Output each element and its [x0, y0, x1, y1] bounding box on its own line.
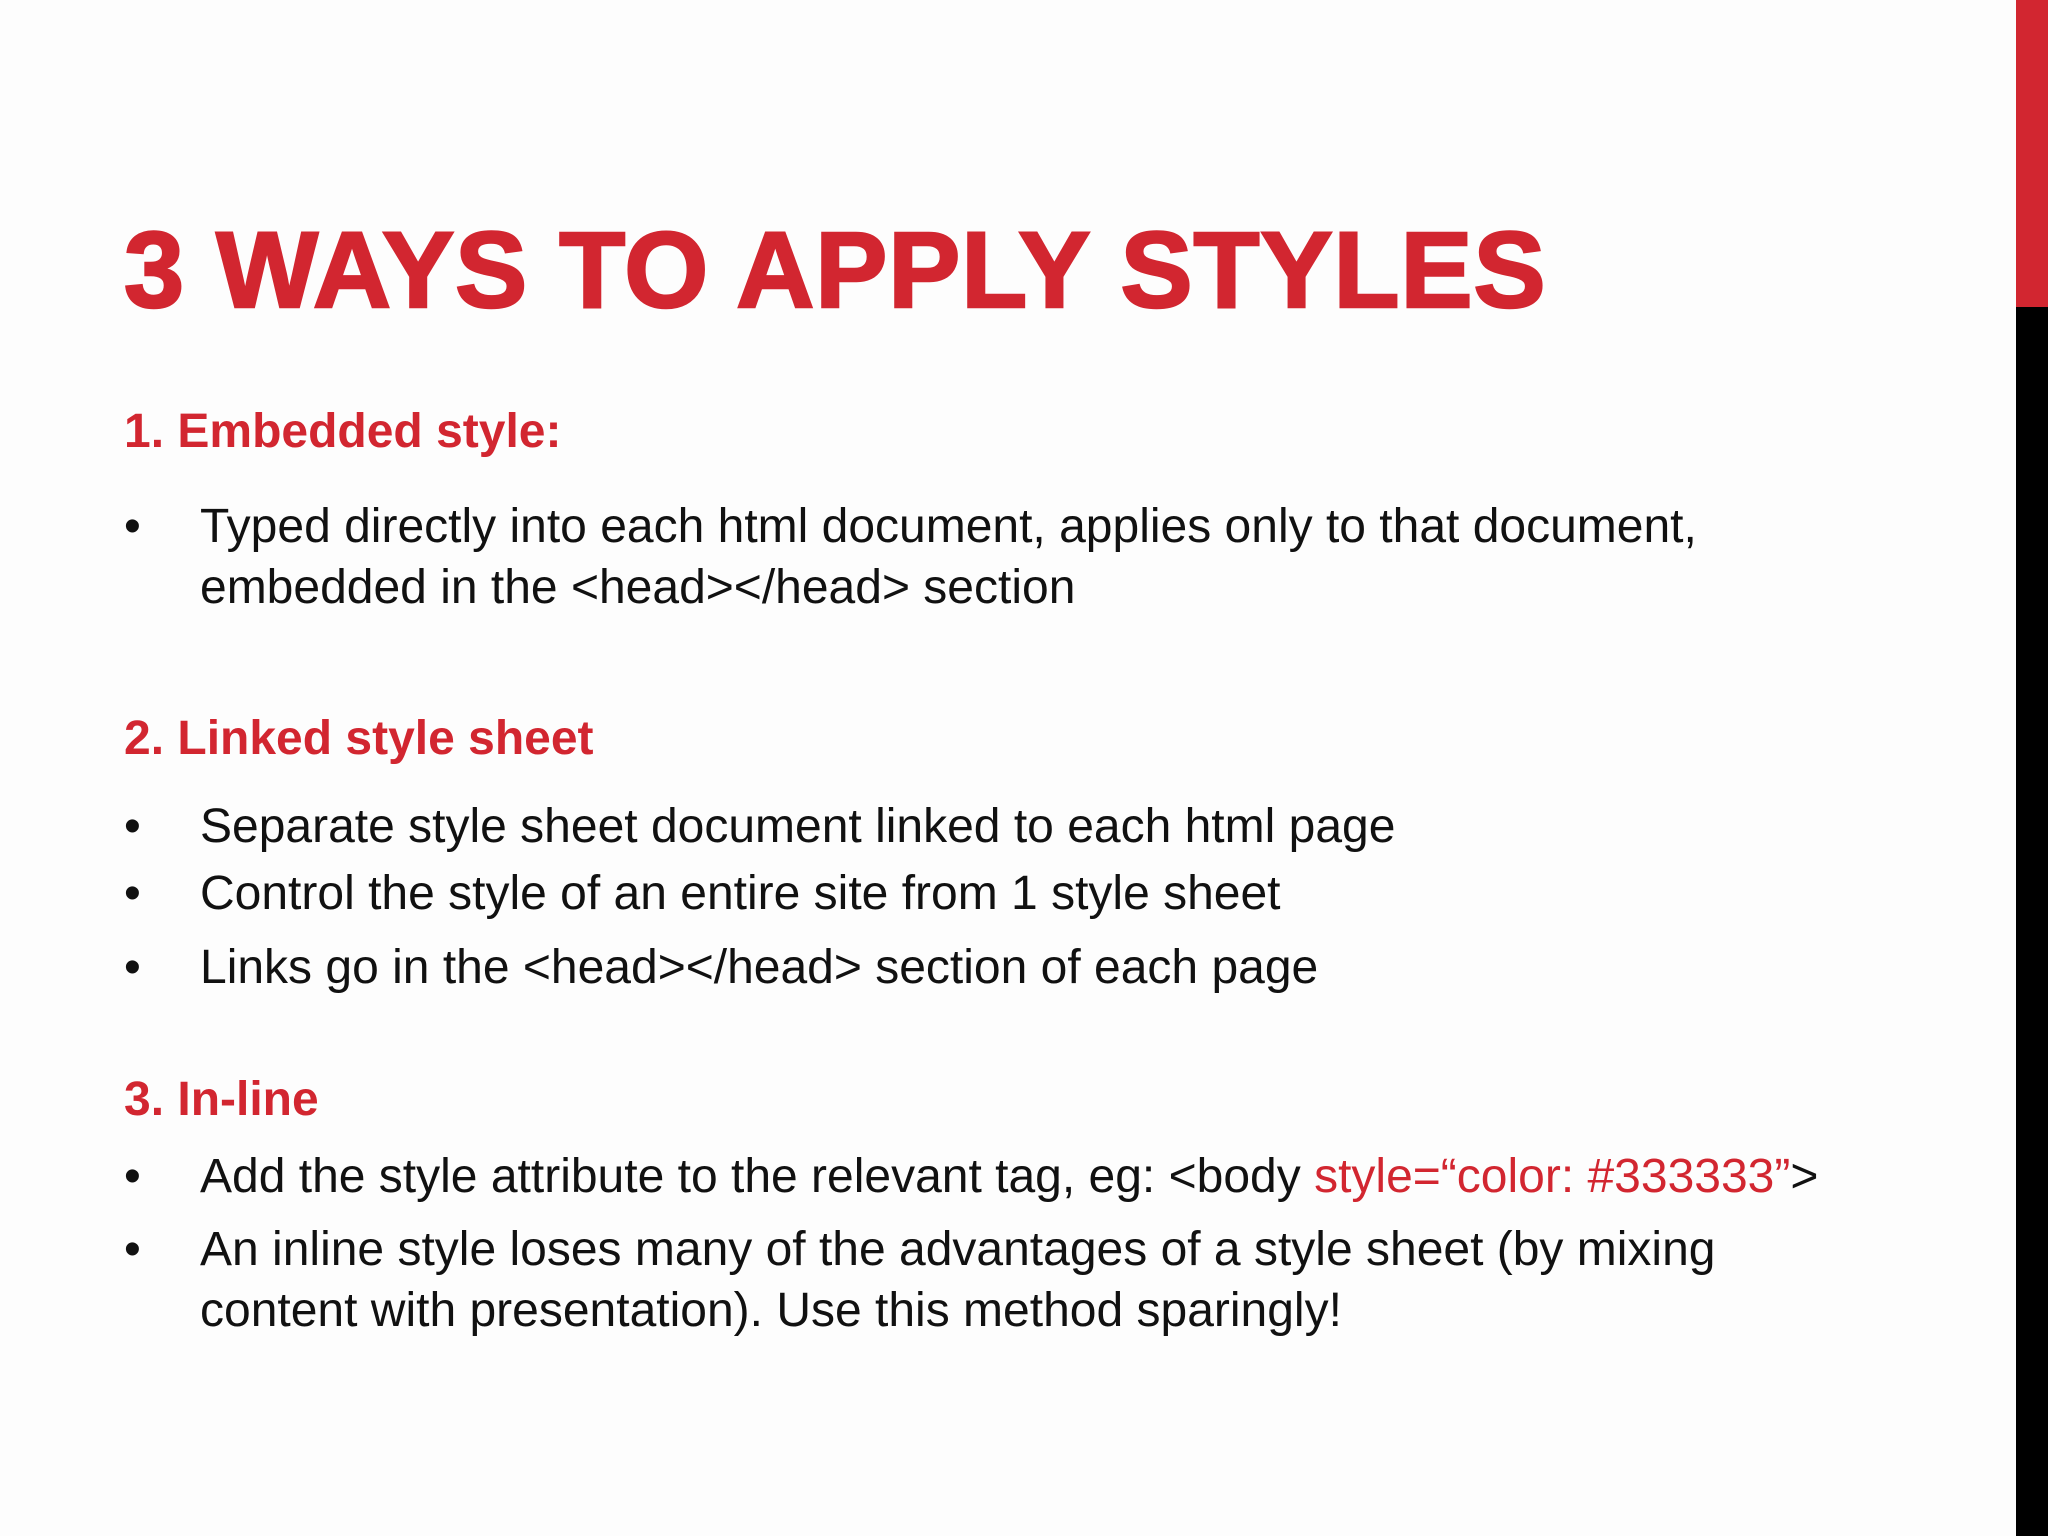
slide-title: 3 WAYS TO APPLY STYLES	[124, 209, 1547, 330]
list-item	[124, 496, 1884, 618]
bullet-dot: •	[124, 1223, 141, 1276]
code-highlight: style=“color: #333333”	[1314, 1150, 1791, 1203]
bullet-text-part: Add the style attribute to the relevant tag, eg: <body	[200, 1150, 1315, 1203]
bullet-dot: •	[124, 800, 141, 853]
list-item	[124, 863, 1924, 924]
list-item	[124, 1219, 1864, 1341]
accent-bar-black	[2016, 307, 2048, 1536]
accent-bar-red	[2016, 0, 2048, 307]
section-heading-embedded: 1. Embedded style:	[124, 405, 562, 458]
bullet-text-part: >	[1790, 1150, 1819, 1203]
section-list-embedded	[124, 496, 1884, 618]
accent-bar	[2016, 0, 2048, 1536]
bullet-dot: •	[124, 500, 141, 553]
section-list-inline	[124, 1146, 1864, 1341]
bullet-text: Links go in the <head></head> section of each page	[200, 941, 1319, 994]
section-heading-linked: 2. Linked style sheet	[124, 712, 594, 765]
section-heading-inline: 3. In-line	[124, 1073, 319, 1126]
list-item	[124, 1146, 1864, 1207]
bullet-dot: •	[124, 1150, 141, 1203]
bullet-text: Control the style of an entire site from 1 style sheet	[200, 867, 1281, 920]
bullet-dot: •	[124, 941, 141, 994]
list-item	[124, 796, 1924, 857]
bullet-text: Separate style sheet document linked to each html page	[200, 800, 1396, 853]
section-list-linked	[124, 796, 1924, 998]
list-item	[124, 937, 1924, 998]
bullet-dot: •	[124, 867, 141, 920]
bullet-text: Typed directly into each html document, applies only to that document, embedded in the <head></head> section	[200, 500, 1697, 614]
bullet-text: An inline style loses many of the advantages of a style sheet (by mixing content with presentation). Use this method sparingly!	[200, 1223, 1716, 1337]
